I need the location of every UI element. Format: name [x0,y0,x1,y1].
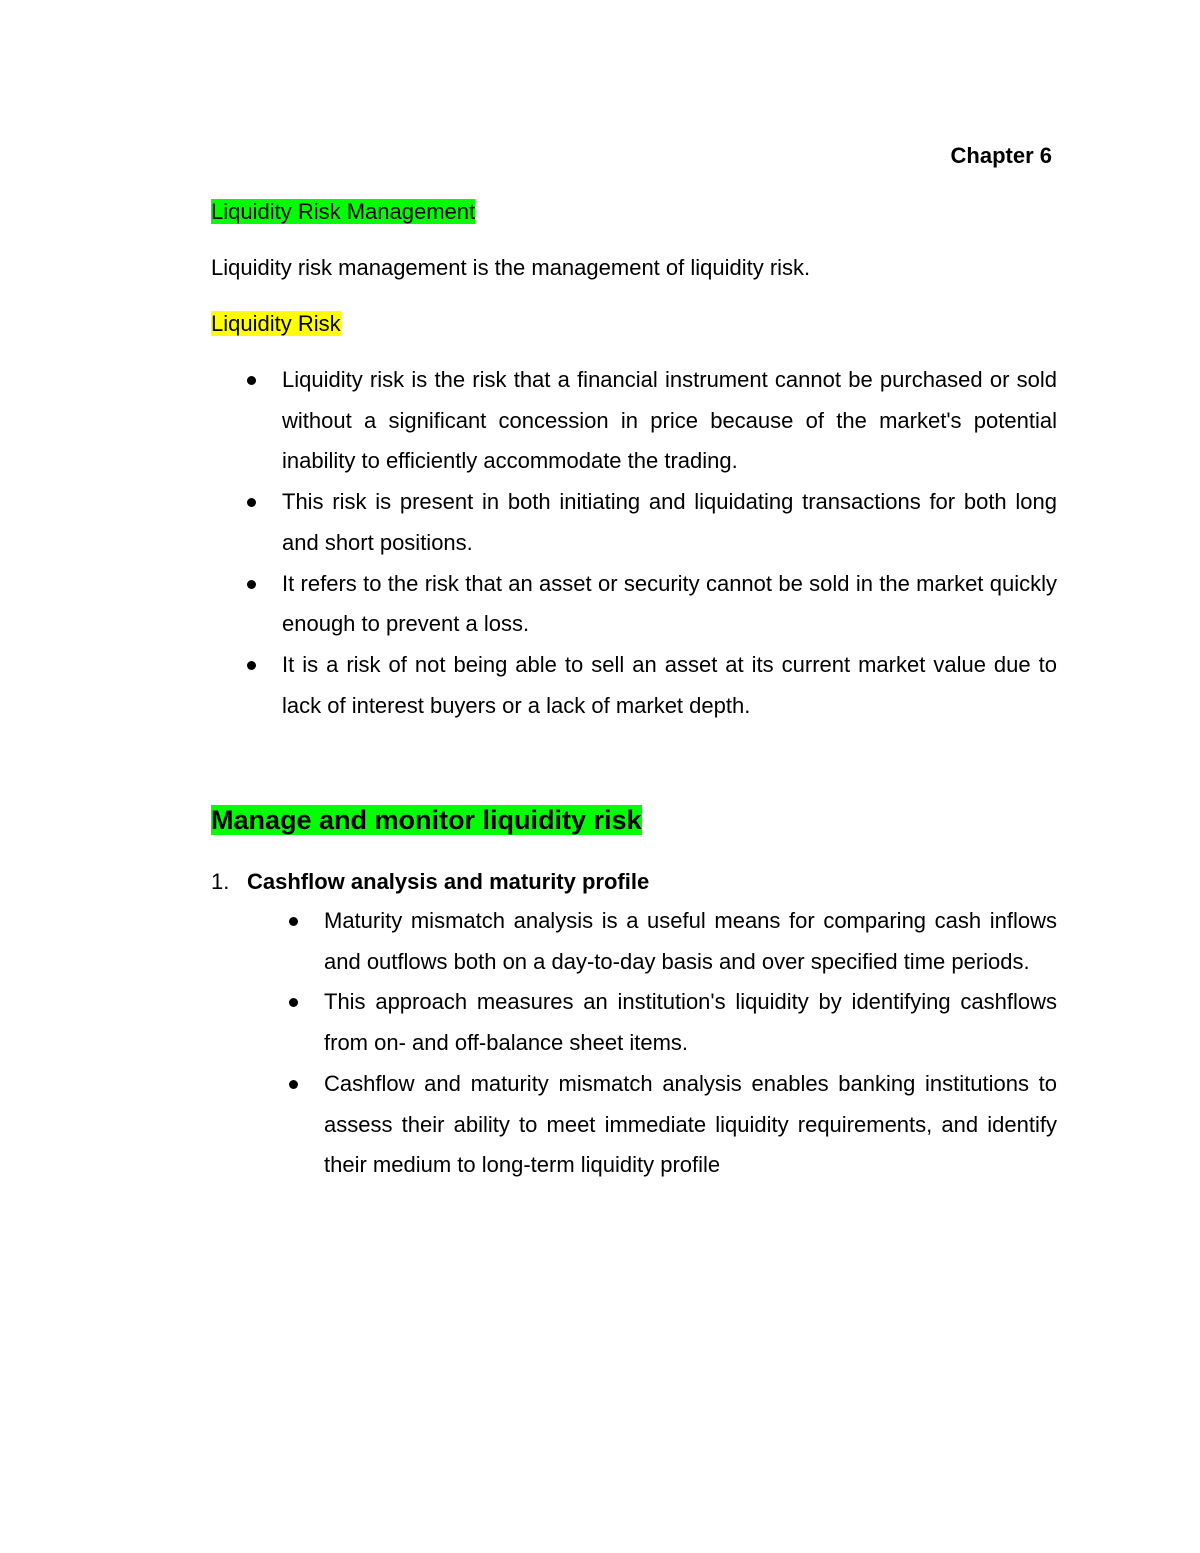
method-number: 1. [211,869,230,894]
list-item [282,564,1057,645]
method-title: Cashflow analysis and maturity profile [247,869,650,894]
list-item [324,982,1057,1063]
list-item [324,1064,1057,1186]
bullet-icon [247,498,256,507]
list-item [324,901,1057,982]
bullet-icon [247,580,256,589]
manage-heading-text: Manage and monitor liquidity risk [211,805,642,835]
intro-paragraph: Liquidity risk management is the management of liquidity risk. [211,255,811,280]
section-heading [211,198,475,226]
cashflow-bullet-list [324,901,1057,1186]
list-item-text: This risk is present in both initiating and liquidating transactions for both long and short positions. [282,489,1057,555]
bullet-icon [247,661,256,670]
bullet-icon [289,917,298,926]
list-item [282,482,1057,563]
risk-bullet-list [282,360,1057,726]
chapter-label: Chapter 6 [950,143,1052,168]
list-item-text: This approach measures an institution's liquidity by identifying cashflows from on- and off-balance sheet items. [324,989,1057,1056]
manage-heading [211,803,642,837]
bullet-icon [289,1080,298,1089]
risk-heading-text: Liquidity Risk [211,311,341,336]
list-item-text: It is a risk of not being able to sell an asset at its current market value due to lack of interest buyers or a lack of market depth. [282,651,1057,718]
list-item-text: Cashflow and maturity mismatch analysis enables banking institutions to assess their ability to meet immediate liquidity requirements, and identify their medium to long-term liquidity profile [324,1070,1057,1178]
list-item [282,360,1057,482]
list-item-text: It refers to the risk that an asset or security cannot be sold in the market quickly enough to prevent a loss. [282,570,1057,637]
bullet-icon [289,998,298,1007]
bullet-icon [247,376,256,385]
section-heading-text: Liquidity Risk Management [211,199,476,224]
list-item-text: Liquidity risk is the risk that a financial instrument cannot be purchased or sold without a significant concession in price because of the market's potential inability to efficiently accommodate the trading. [282,367,1057,474]
method-heading [211,868,649,896]
list-item [282,645,1057,726]
risk-heading [211,310,341,338]
list-item-text: Maturity mismatch analysis is a useful means for comparing cash inflows and outflows both on a day-to-day basis and over specified time periods. [324,908,1057,974]
